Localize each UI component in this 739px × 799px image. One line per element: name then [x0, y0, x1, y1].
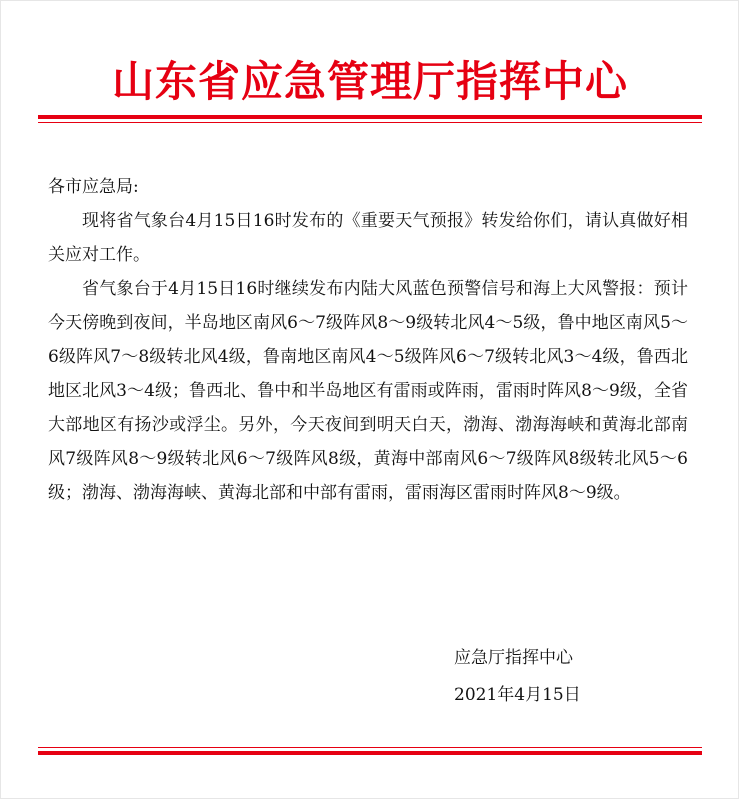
signature-date: 2021年4月15日 — [454, 685, 581, 705]
letterhead-title: 山东省应急管理厅指挥中心 — [111, 57, 628, 106]
footer-rule-thin — [38, 747, 702, 748]
salutation: 各市应急局: — [48, 177, 139, 197]
signature-organization: 应急厅指挥中心 — [454, 648, 573, 668]
header-rule-thin — [38, 122, 702, 123]
header-rule-thick — [38, 115, 702, 119]
footer-rule-thick — [38, 751, 702, 755]
paragraph-forward-notice: 现将省气象台4月15日16时发布的《重要天气预报》转发给你们，请认真做好相关应对工作。 — [48, 211, 688, 265]
signature-block — [454, 640, 581, 714]
paragraph-weather-forecast: 省气象台于4月15日16时继续发布内陆大风蓝色预警信号和海上大风警报：预计今天傍晚到夜间，半岛地区南风6～7级阵风8～9级转北风4～5级，鲁中地区南风5～6级阵风7～8级转北风4级，鲁南地区南风4～5级阵风6～7级转北风3～4级，鲁西北地区北风3～4级；鲁西北、鲁中和半岛地区有雷雨或阵雨，雷雨时阵风8～9级，全省大部地区有扬沙或浮尘。另外，今天夜间到明天白天，渤海、渤海海峡和黄海北部南风7级阵风8～9级转北风6～7级阵风8级，黄海中部南风6～7级阵风8级转北风5～6级；渤海、渤海海峡、黄海北部和中部有雷雨，雷雨海区雷雨时阵风8～9级。 — [48, 279, 688, 503]
document-body — [48, 170, 688, 510]
